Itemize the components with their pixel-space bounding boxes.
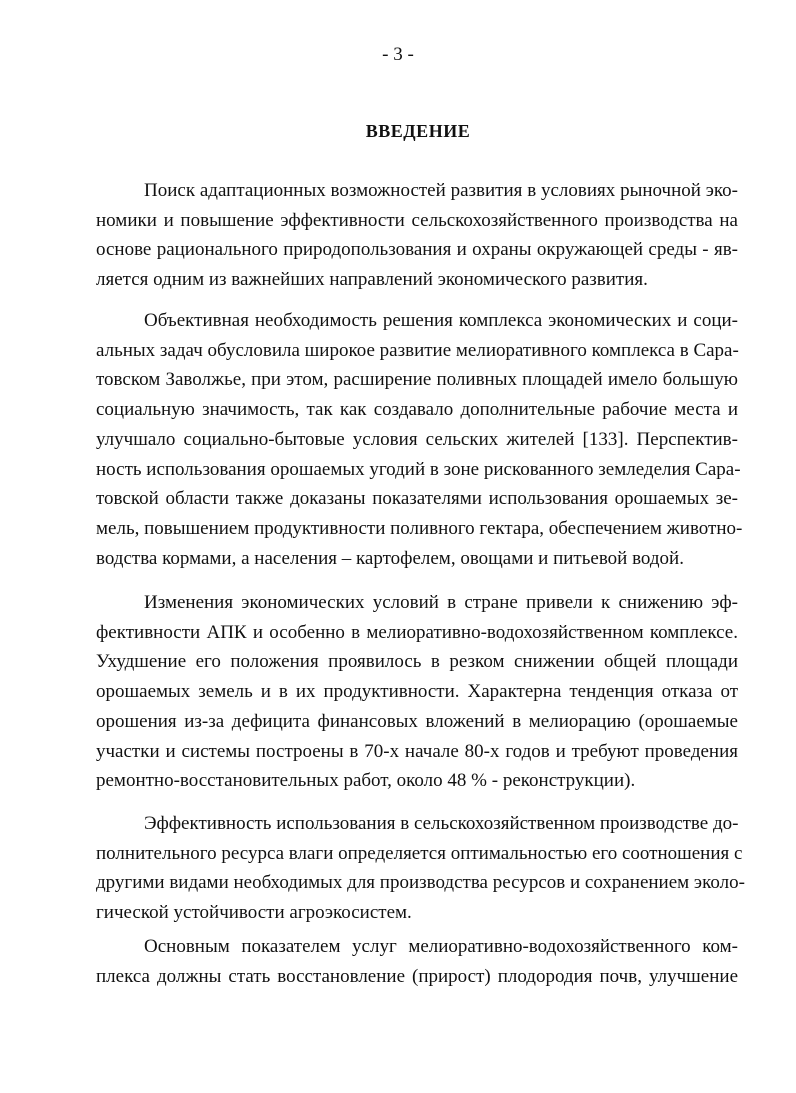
section-heading: ВВЕДЕНИЕ	[365, 121, 471, 141]
paragraph-line: Поиск адаптационных возможностей развития в условиях рыночной эко-	[144, 180, 738, 201]
paragraph-line: альных задач обусловила широкое развитие мелиоративного комплекса в Сара-	[96, 339, 739, 361]
paragraph-line: Изменения экономических условий в стране привели к снижению эф-	[144, 592, 738, 613]
page-number: - 3 -	[382, 44, 414, 65]
paragraph-line: основе рационального природопользования и охраны окружающей среды - яв-	[96, 239, 738, 261]
paragraph-5	[96, 932, 738, 991]
paragraph-line: ремонтно-восстановительных работ, около 48 % - реконструкции).	[96, 770, 636, 792]
paragraph-line: фективности АПК и особенно в мелиоративно-водохозяйственном комплексе.	[96, 621, 738, 643]
paragraph-line: орошаемых земель и в их продуктивности. Характерна тенденция отказа от	[96, 681, 738, 703]
paragraph-2	[96, 306, 743, 573]
paragraph-line: мель, повышением продуктивности поливного гектара, обеспечением животно-	[96, 517, 743, 539]
paragraph-line: социальную значимость, так как создавало дополнительные рабочие места и	[96, 399, 738, 421]
paragraph-line: водства кормами, а населения – картофелем, овощами и питьевой водой.	[96, 547, 684, 569]
paragraph-4	[96, 809, 745, 928]
paragraph-line: номики и повышение эффективности сельскохозяйственного производства на	[96, 209, 738, 231]
paragraph-line: ность использования орошаемых угодий в зоне рискованного земледелия Сара-	[96, 458, 741, 480]
paragraph-line: орошения из-за дефицита финансовых вложений в мелиорацию (орошаемые	[96, 710, 738, 732]
paragraph-line: плекса должны стать восстановление (прирост) плодородия почв, улучшение	[96, 965, 738, 987]
paragraph-line: Ухудшение его положения проявилось в резком снижении общей площади	[96, 651, 738, 673]
paragraph-line: товском Заволжье, при этом, расширение поливных площадей имело большую	[96, 369, 738, 391]
paragraph-line: ляется одним из важнейших направлений экономического развития.	[96, 269, 648, 291]
paragraph-line: полнительного ресурса влаги определяется оптимальностью его соотношения с	[96, 842, 743, 864]
paragraph-line: Основным показателем услуг мелиоративно-водохозяйственного ком-	[144, 936, 738, 957]
paragraph-line: Эффективность использования в сельскохозяйственном производстве до-	[144, 813, 739, 834]
paragraph-line: улучшало социально-бытовые условия сельских жителей [133]. Перспектив-	[96, 428, 738, 450]
paragraph-1	[96, 176, 738, 295]
paragraph-3	[96, 588, 738, 796]
paragraph-line: гической устойчивости агроэкосистем.	[96, 902, 412, 924]
paragraph-line: участки и системы построены в 70-х начале 80-х годов и требуют проведения	[96, 740, 738, 762]
paragraph-line: другими видами необходимых для производства ресурсов и сохранением эколо-	[96, 872, 745, 894]
paragraph-line: товской области также доказаны показателями использования орошаемых зе-	[96, 488, 738, 510]
paragraph-line: Объективная необходимость решения комплекса экономических и соци-	[144, 310, 738, 331]
